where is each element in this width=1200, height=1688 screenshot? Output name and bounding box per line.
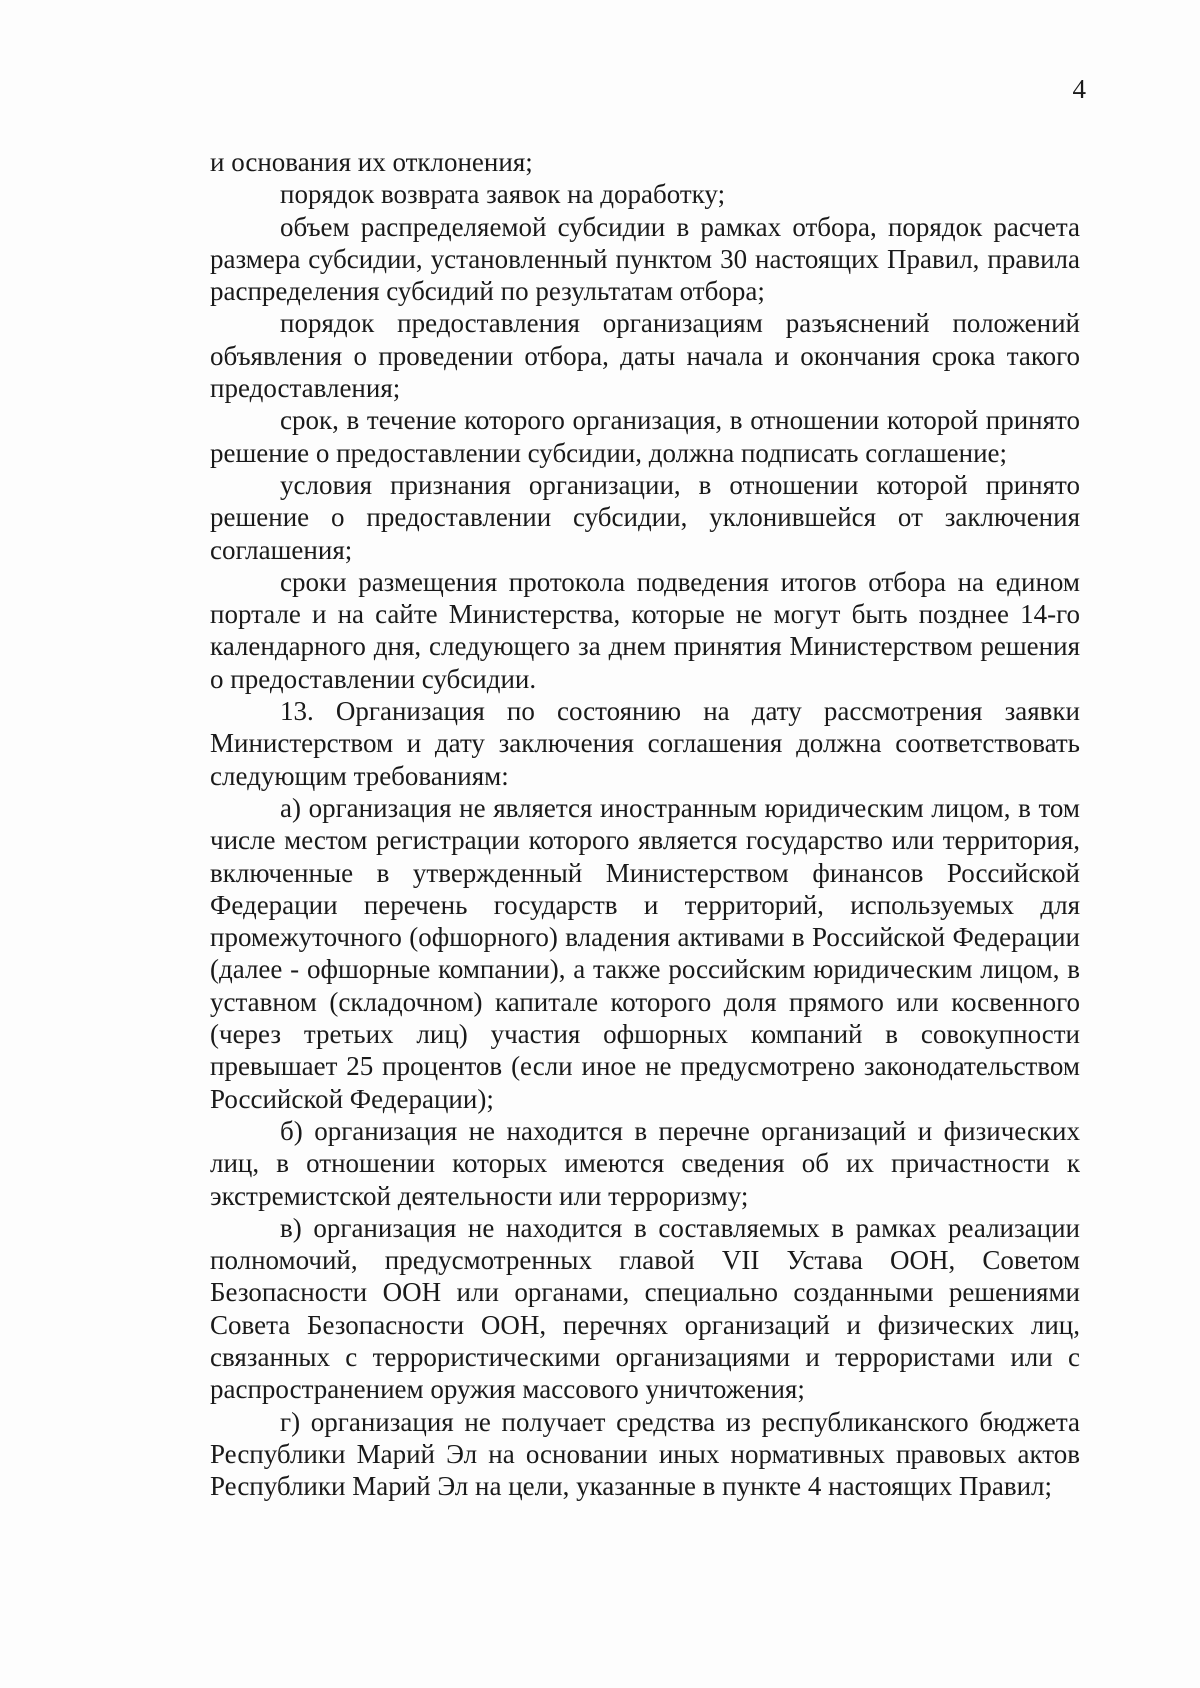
- paragraph-return-procedure: порядок возврата заявок на доработку;: [280, 179, 726, 210]
- paragraph-subsidy-volume: объем распределяемой субсидии в рамках отбора, порядок расчета размера субсидии, установленный пунктом 30 настоящих Правил, правила распределения субсидий по результатам отбора;: [210, 211, 1080, 307]
- paragraph-clause-13: 13. Организация по состоянию на дату рассмотрения заявки Министерством и дату заключения соглашения должна соответствовать следующим требованиям:: [210, 696, 1080, 791]
- paragraph-requirement-a: а) организация не является иностранным юридическим лицом, в том числе местом регистрации которого является государство или территория, включенные в утвержденный Министерством финансов Российской Федерации перечень государств и территорий, используемых для промежуточного (офшорного) владения активами в Российской Федерации (далее - офшорные компании), а также российским юридическим лицом, в уставном (складочном) капитале которого доля прямого или косвенного (через третьих лиц) участия офшорных компаний в совокупности превышает 25 процентов (если иное не предусмотрено законодательством Российской Федерации);: [210, 792, 1080, 1114]
- page-number: 4: [1072, 74, 1086, 104]
- paragraph-rejection-grounds: и основания их отклонения;: [210, 147, 533, 177]
- paragraph-clarifications: порядок предоставления организациям разъяснений положений объявления о проведении отбора, даты начала и окончания срока такого предоставления;: [210, 308, 1080, 404]
- document-body: [210, 146, 1080, 1502]
- paragraph-requirement-v: в) организация не находится в составляемых в рамках реализации полномочий, предусмотренных главой VII Устава ООН, Советом Безопасности ООН или органами, специально созданными решениями Совета Безопасности ООН, перечнях организаций и физических лиц, связанных с террористическими организациями и террористами или с распространением оружия массового уничтожения;: [210, 1212, 1080, 1405]
- paragraph-requirement-b: б) организация не находится в перечне организаций и физических лиц, в отношении которых имеются сведения об их причастности к экстремистской деятельности или терроризму;: [210, 1115, 1080, 1211]
- paragraph-signing-deadline: срок, в течение которого организация, в отношении которой принято решение о предоставлении субсидии, должна подписать соглашение;: [210, 405, 1080, 468]
- paragraph-protocol-deadlines: сроки размещения протокола подведения итогов отбора на едином портале и на сайте Министерства, которые не могут быть позднее 14-го календарного дня, следующего за днем принятия Министерством решения о предоставлении субсидии.: [210, 566, 1080, 694]
- paragraph-requirement-g: г) организация не получает средства из республиканского бюджета Республики Марий Эл на основании иных нормативных правовых актов Республики Марий Эл на цели, указанные в пункте 4 настоящих Правил;: [210, 1406, 1080, 1502]
- paragraph-evasion-conditions: условия признания организации, в отношении которой принято решение о предоставлении субсидии, уклонившейся от заключения соглашения;: [210, 469, 1080, 565]
